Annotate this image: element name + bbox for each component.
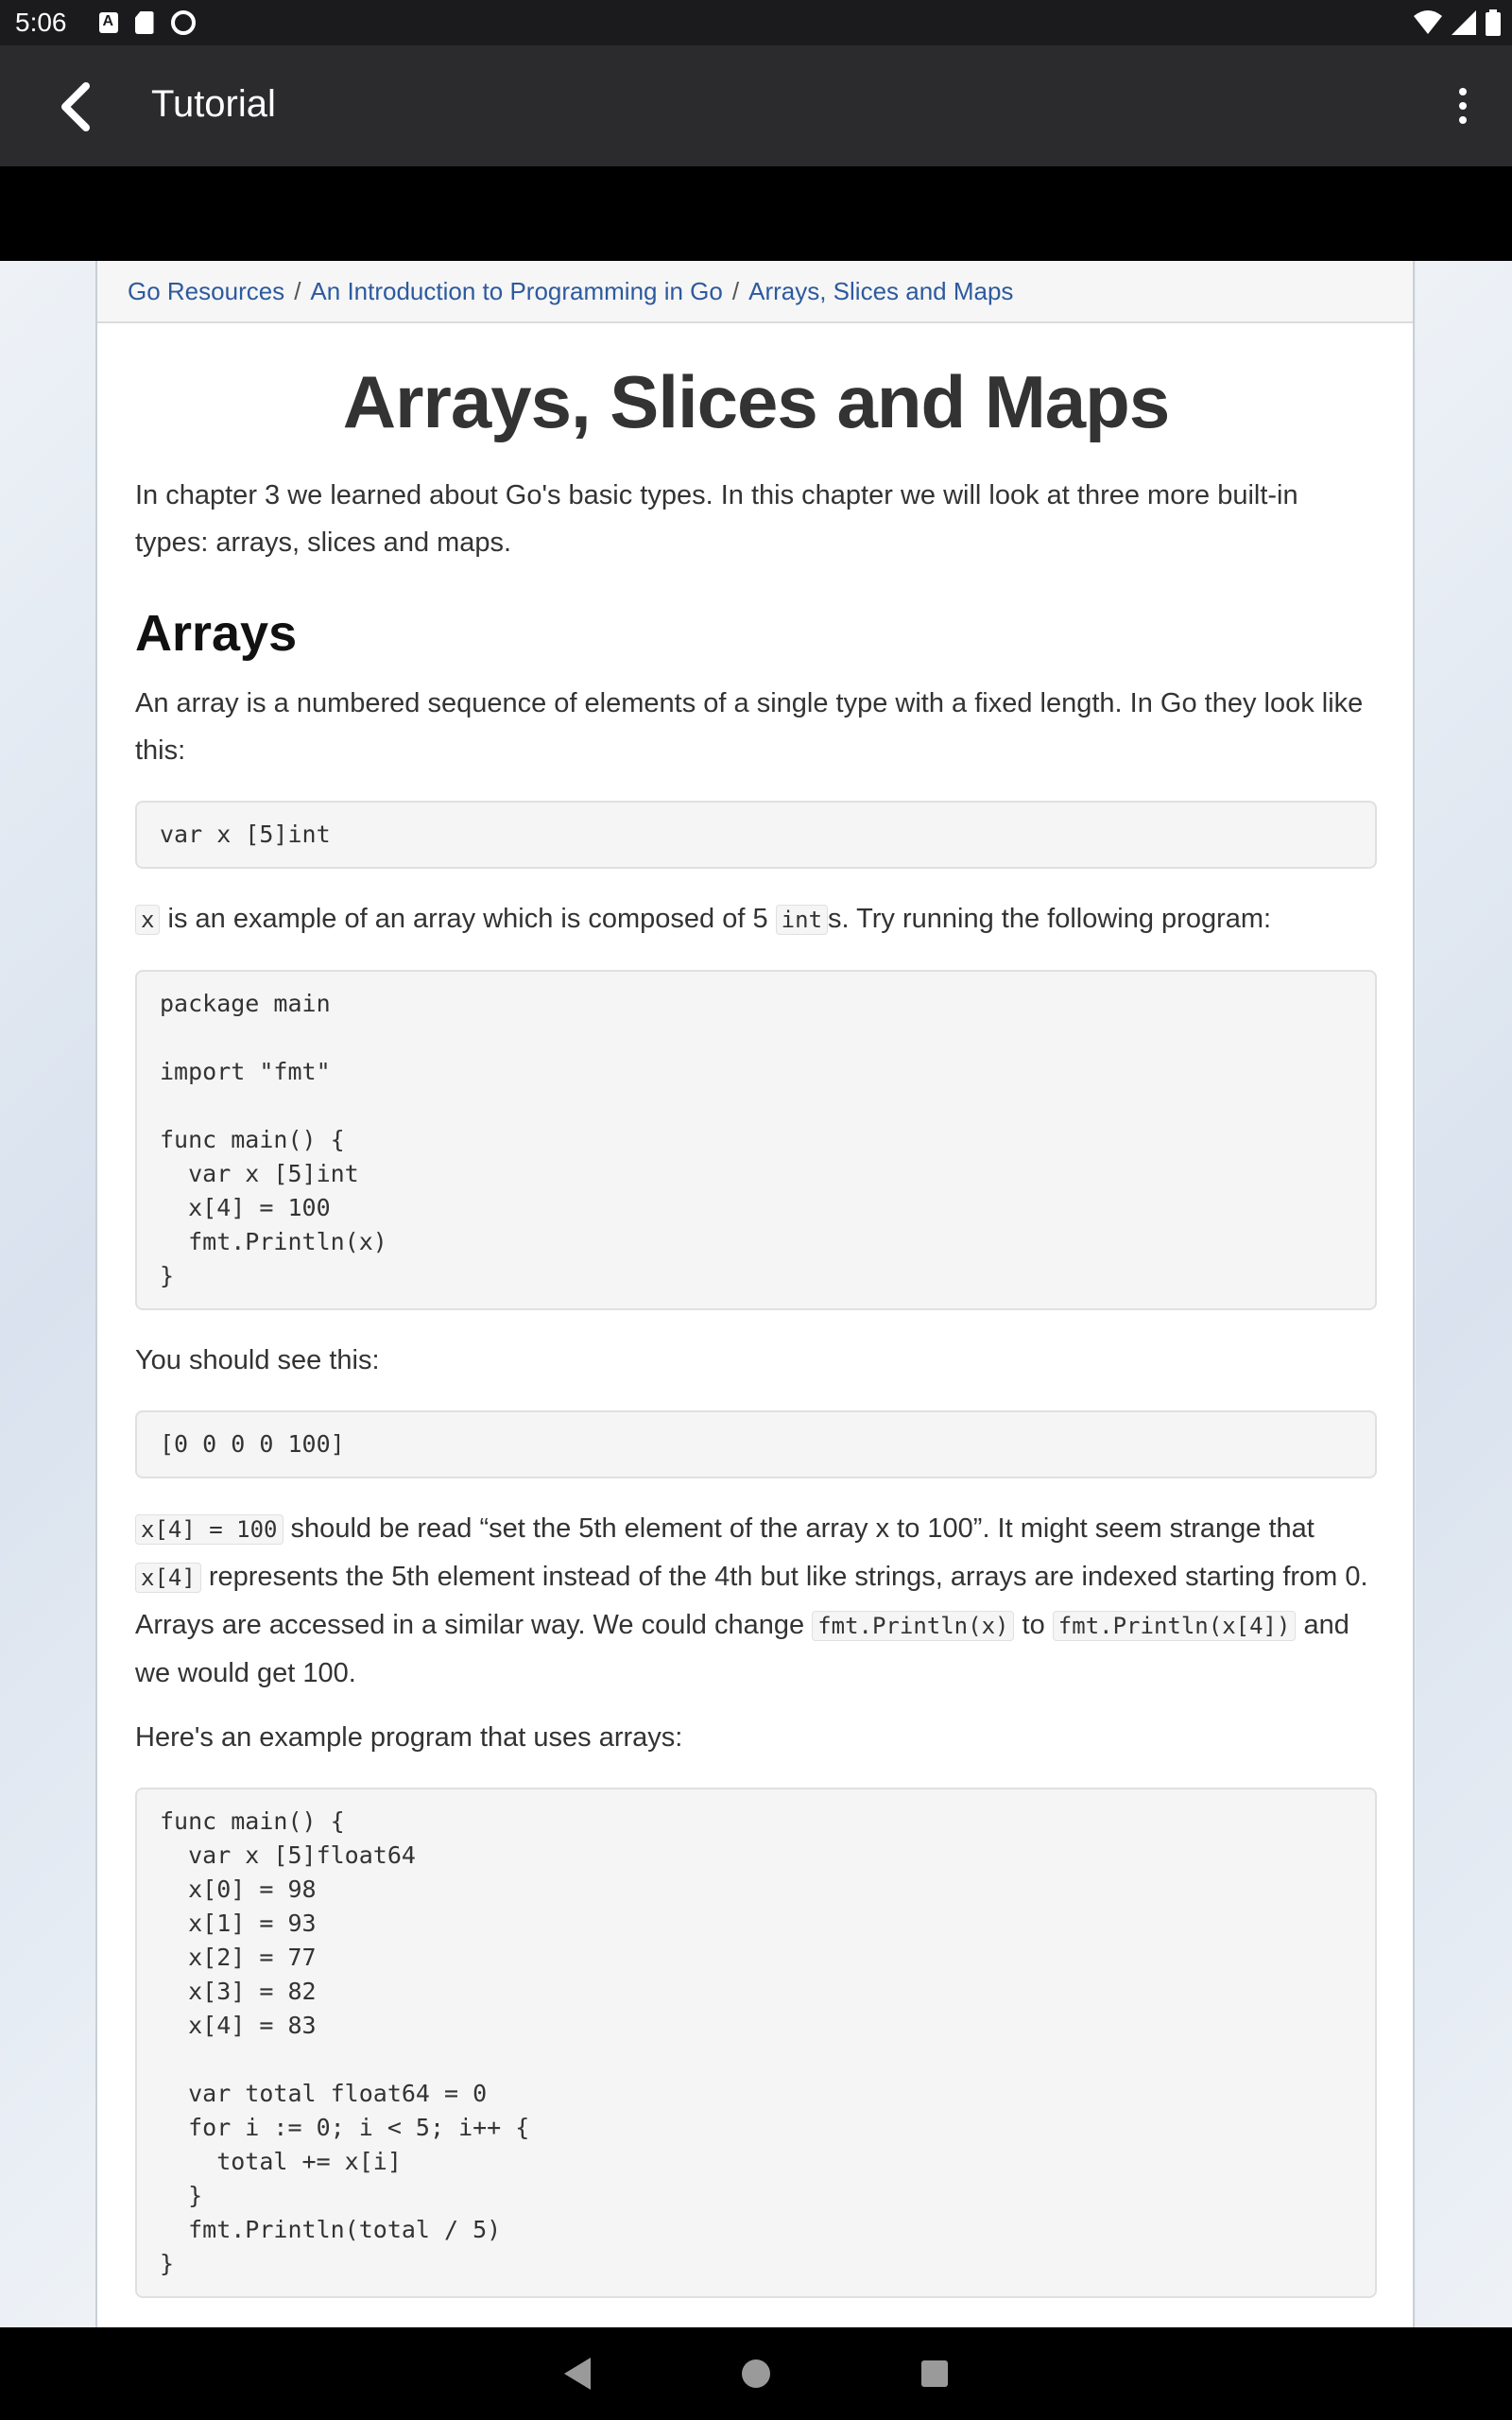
code-block-program: package main import "fmt" func main() { var x [5]int x[4] = 100 fmt.Println(x) }: [135, 970, 1377, 1310]
app-bar: [0, 45, 1512, 166]
inline-code: fmt.Println(x[4]): [1053, 1611, 1297, 1641]
app-title: Tutorial: [151, 83, 276, 125]
code-block-array-decl: var x [5]int: [135, 801, 1377, 869]
arrays-paragraph: An array is a numbered sequence of elements of a single type with a fixed length. In Go they look like this:: [135, 688, 1364, 766]
breadcrumb-link-introduction[interactable]: An Introduction to Programming in Go: [310, 276, 723, 305]
inline-code: fmt.Println(x): [812, 1611, 1014, 1641]
text-span: represents the 5th element instead of the 4th but like strings, arrays are indexed starting from 0. Arrays are accessed in a similar way. We could change: [135, 1562, 1368, 1640]
inline-code: x[4]: [135, 1563, 201, 1593]
text-span: is an example of an array which is composed of 5: [160, 904, 776, 934]
nav-back-icon[interactable]: [564, 2358, 591, 2390]
page-title: Arrays, Slices and Maps: [342, 360, 1170, 443]
signal-icon: [1452, 10, 1476, 35]
text-span: to: [1014, 1610, 1053, 1640]
example-program-paragraph: Here's an example program that uses arrays:: [135, 1722, 683, 1753]
nav-home-icon[interactable]: [742, 2360, 770, 2388]
article: [135, 321, 1377, 2325]
page-background-left: [0, 261, 96, 2327]
toolbar-spacer: [0, 166, 1512, 261]
back-button[interactable]: [43, 74, 110, 140]
sd-card-icon: [135, 11, 154, 34]
wifi-icon: [1414, 10, 1442, 35]
indexing-paragraph: [135, 1505, 1377, 1697]
status-icons-right: [1414, 9, 1501, 36]
code-block-output: [0 0 0 0 100]: [135, 1410, 1377, 1478]
sync-icon: [171, 10, 196, 35]
a-notification-icon: [99, 12, 118, 33]
status-time: 5:06: [15, 8, 67, 37]
inline-code: int: [776, 905, 828, 935]
more-vert-icon-dot: [1459, 102, 1467, 110]
nav-recents-icon[interactable]: [921, 2360, 948, 2387]
battery-icon: [1486, 9, 1501, 36]
breadcrumb-link-go-resources[interactable]: Go Resources: [128, 276, 285, 305]
array-example-paragraph: [135, 895, 1377, 943]
intro-paragraph: In chapter 3 we learned about Go's basic types. In this chapter we will look at three more built-in types: arrays, slices and maps.: [135, 480, 1298, 558]
more-vert-icon: [1459, 88, 1467, 95]
inline-code: x: [135, 905, 160, 935]
code-block-average: func main() { var x [5]float64 x[0] = 98 x[1] = 93 x[2] = 77 x[3] = 82 x[4] = 83 var total float64 = 0 for i := 0; i < 5; i++ { total += x[i] } fmt.Println(total / 5) }: [135, 1788, 1377, 2298]
chevron-left-icon: [58, 82, 95, 131]
more-vert-icon-dot: [1459, 116, 1467, 124]
status-icons-left: [99, 10, 196, 35]
breadcrumb-separator: /: [294, 276, 301, 305]
text-span: should be read “set the 5th element of the array x to 100”. It might seem strange that: [283, 1513, 1314, 1544]
page-background-right: [1416, 261, 1512, 2327]
section-heading-arrays: Arrays: [135, 605, 298, 662]
text-span: s. Try running the following program:: [828, 904, 1272, 934]
text-span: and we would get 100.: [135, 1610, 1349, 1688]
more-options-button[interactable]: [1440, 79, 1486, 132]
inline-code: x[4] = 100: [135, 1514, 284, 1545]
breadcrumb-link-current[interactable]: Arrays, Slices and Maps: [748, 276, 1014, 305]
breadcrumb-separator: /: [731, 276, 740, 305]
system-nav-bar: [0, 2327, 1512, 2420]
status-bar: [0, 0, 1512, 45]
breadcrumb: [97, 261, 1413, 323]
content-card: [95, 261, 1415, 2327]
output-intro-paragraph: You should see this:: [135, 1345, 380, 1375]
